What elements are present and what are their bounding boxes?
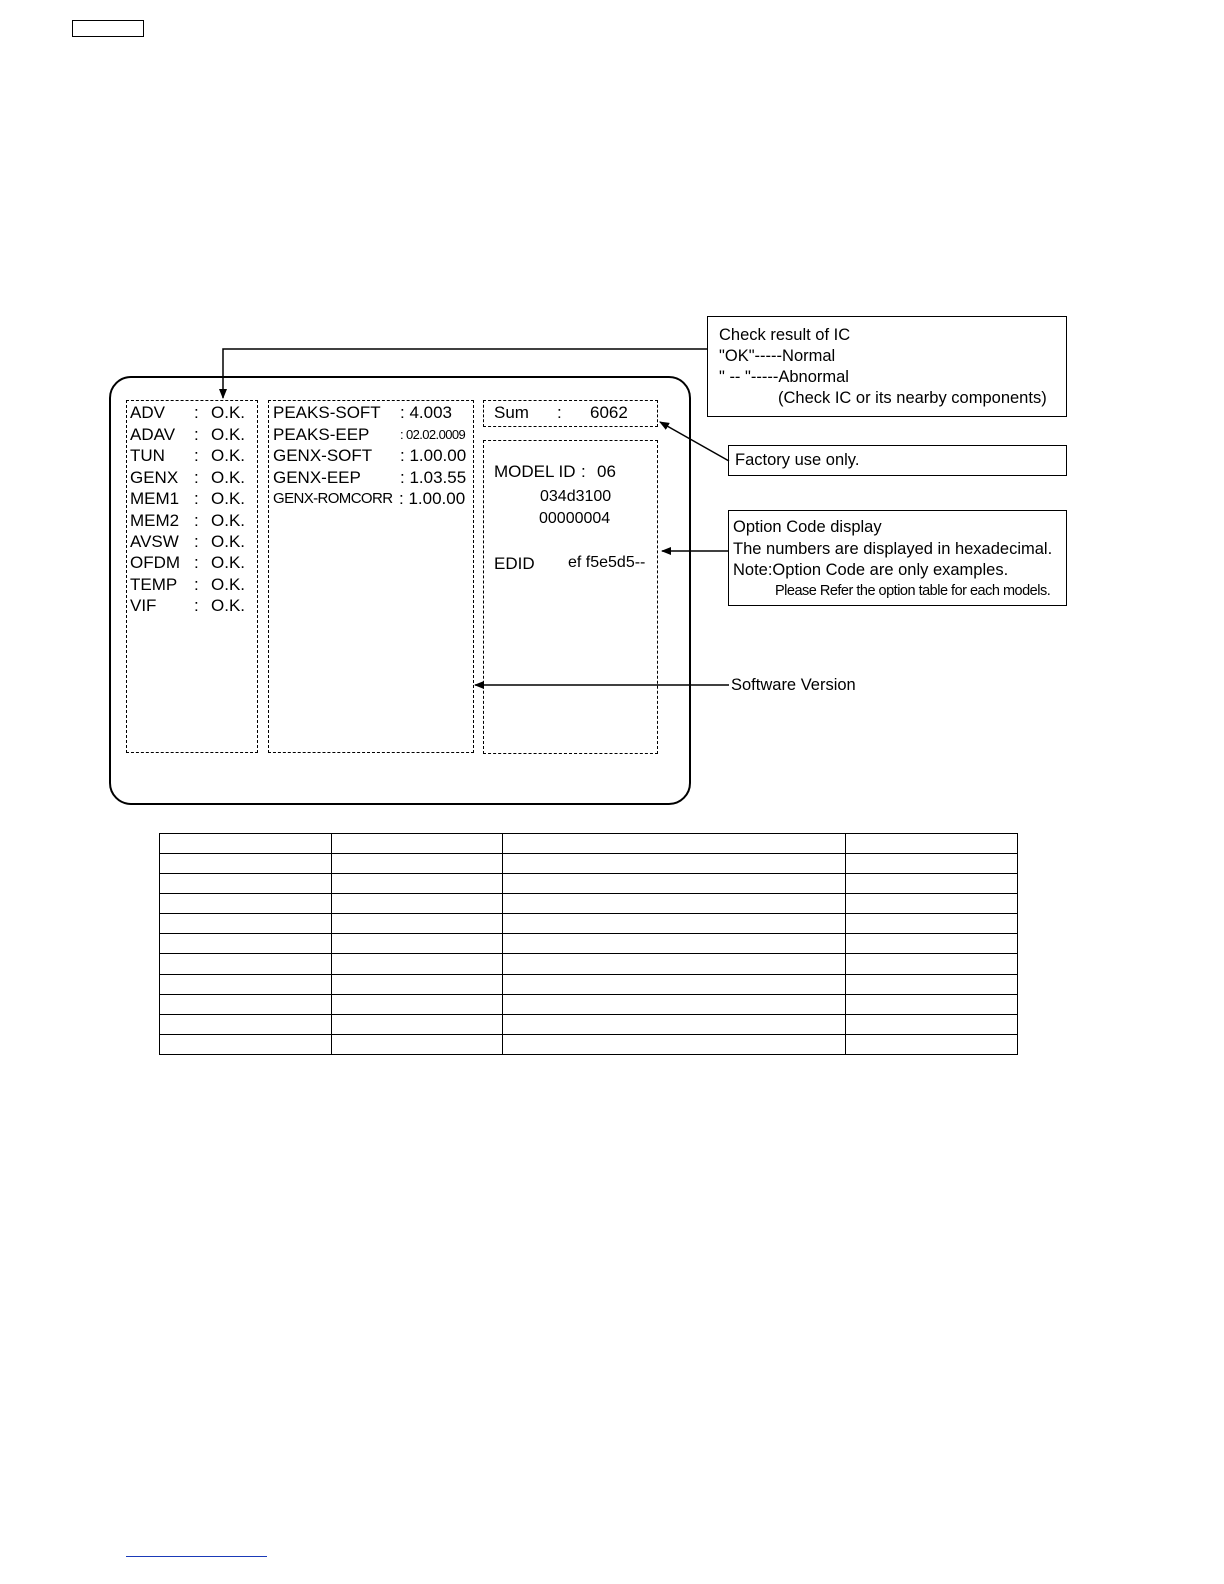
- table-row: [160, 874, 1018, 894]
- ic-colon: :: [194, 532, 199, 551]
- table-cell: [846, 1034, 1018, 1054]
- table-row: [160, 994, 1018, 1014]
- software-name: GENX-SOFT: [273, 446, 373, 465]
- table-cell: [846, 974, 1018, 994]
- ic-status: O.K.: [211, 403, 246, 422]
- table-cell: [503, 1014, 846, 1034]
- table-row: [160, 894, 1018, 914]
- ic-status: O.K.: [211, 425, 246, 444]
- ic-name: OFDM: [130, 553, 181, 572]
- model-id-colon: :: [581, 462, 586, 481]
- table-cell: [846, 914, 1018, 934]
- software-version-label: Software Version: [731, 676, 856, 694]
- ic-colon: :: [194, 596, 199, 615]
- ic-name: MEM1: [130, 489, 180, 508]
- table-cell: [160, 854, 332, 874]
- table-row: [160, 1014, 1018, 1034]
- table-cell: [332, 954, 503, 974]
- ic-name: GENX: [130, 468, 179, 487]
- software-name: PEAKS-EEP: [273, 425, 370, 444]
- option-callout-line4: Please Refer the option table for each models.: [775, 583, 1051, 599]
- edid-label: EDID: [494, 554, 535, 573]
- table-cell: [160, 834, 332, 854]
- table-cell: [160, 934, 332, 954]
- table-row: [160, 954, 1018, 974]
- table-cell: [332, 934, 503, 954]
- ic-callout-connector: [223, 349, 707, 398]
- table-cell: [160, 894, 332, 914]
- table-cell: [160, 874, 332, 894]
- ic-name: ADV: [130, 403, 165, 422]
- table-cell: [846, 954, 1018, 974]
- table-row: [160, 974, 1018, 994]
- table-cell: [160, 1014, 332, 1034]
- ic-status: O.K.: [211, 596, 246, 615]
- table-cell: [846, 874, 1018, 894]
- ic-name: TUN: [130, 446, 165, 465]
- ic-colon: :: [194, 553, 199, 572]
- table-cell: [332, 834, 503, 854]
- option-code-2: 00000004: [539, 510, 611, 527]
- table-cell: [332, 1034, 503, 1054]
- edid-value: ef f5e5d5--: [568, 554, 646, 571]
- software-name: GENX-ROMCORR: [273, 490, 393, 507]
- table-cell: [503, 914, 846, 934]
- blank-table: [159, 833, 1018, 1055]
- software-value: : 1.00.00: [399, 489, 466, 508]
- software-value: : 1.00.00: [400, 446, 467, 465]
- ic-name: VIF: [130, 596, 157, 615]
- table-cell: [846, 854, 1018, 874]
- ic-status: O.K.: [211, 532, 246, 551]
- ic-callout-line4: (Check IC or its nearby components): [778, 389, 1047, 407]
- ic-status: O.K.: [211, 446, 246, 465]
- option-code-1: 034d3100: [540, 488, 612, 505]
- table-row: [160, 854, 1018, 874]
- table-row: [160, 914, 1018, 934]
- table-cell: [503, 994, 846, 1014]
- ic-callout-line1: Check result of IC: [719, 326, 851, 344]
- table-cell: [332, 914, 503, 934]
- ic-name: AVSW: [130, 532, 179, 551]
- table-cell: [503, 834, 846, 854]
- table-cell: [846, 1014, 1018, 1034]
- table-cell: [332, 854, 503, 874]
- table-cell: [503, 854, 846, 874]
- sum-label: Sum: [494, 403, 529, 422]
- option-callout-line2: The numbers are displayed in hexadecimal.: [733, 540, 1053, 558]
- ic-colon: :: [194, 575, 199, 594]
- table-cell: [160, 974, 332, 994]
- table-cell: [846, 834, 1018, 854]
- software-value: : 02.02.0009: [400, 427, 466, 442]
- software-name: PEAKS-SOFT: [273, 403, 381, 422]
- ic-colon: :: [194, 468, 199, 487]
- table-cell: [846, 934, 1018, 954]
- ic-name: ADAV: [130, 425, 176, 444]
- table-cell: [160, 994, 332, 1014]
- table-cell: [332, 1014, 503, 1034]
- ic-status: O.K.: [211, 468, 246, 487]
- table-cell: [846, 894, 1018, 914]
- sum-colon: :: [557, 403, 562, 422]
- table-cell: [503, 1034, 846, 1054]
- ic-name: TEMP: [130, 575, 178, 594]
- ic-colon: :: [194, 446, 199, 465]
- table-cell: [503, 894, 846, 914]
- ic-colon: :: [194, 425, 199, 444]
- option-callout-line3: Note:Option Code are only examples.: [733, 561, 1009, 579]
- ic-colon: :: [194, 403, 199, 422]
- software-name: GENX-EEP: [273, 468, 361, 487]
- ic-status: O.K.: [211, 489, 246, 508]
- ic-callout-line3: " -- "-----Abnormal: [719, 368, 849, 386]
- ic-status: O.K.: [211, 575, 246, 594]
- ic-callout-line2: "OK"-----Normal: [719, 347, 836, 365]
- software-value: : 4.003: [400, 403, 452, 422]
- ic-colon: :: [194, 511, 199, 530]
- ic-colon: :: [194, 489, 199, 508]
- ic-name: MEM2: [130, 511, 180, 530]
- table-cell: [503, 954, 846, 974]
- table-cell: [846, 994, 1018, 1014]
- factory-callout-connector: [660, 422, 729, 461]
- ic-status: O.K.: [211, 511, 246, 530]
- table-cell: [160, 954, 332, 974]
- software-value: : 1.03.55: [400, 468, 467, 487]
- model-id-label: MODEL ID: [494, 462, 576, 481]
- table-cell: [332, 894, 503, 914]
- table-row: [160, 1034, 1018, 1054]
- footer-link-underline[interactable]: [126, 1556, 267, 1557]
- table-cell: [160, 1034, 332, 1054]
- table-cell: [503, 874, 846, 894]
- factory-callout-text: Factory use only.: [735, 451, 860, 469]
- table-row: [160, 834, 1018, 854]
- sum-value: 6062: [590, 403, 628, 422]
- ic-status: O.K.: [211, 553, 246, 572]
- model-id-value: 06: [597, 462, 616, 481]
- option-callout-line1: Option Code display: [733, 518, 882, 536]
- table-cell: [332, 994, 503, 1014]
- table-cell: [332, 874, 503, 894]
- table-cell: [503, 934, 846, 954]
- table-cell: [160, 914, 332, 934]
- table-row: [160, 934, 1018, 954]
- table-cell: [332, 974, 503, 994]
- table-cell: [503, 974, 846, 994]
